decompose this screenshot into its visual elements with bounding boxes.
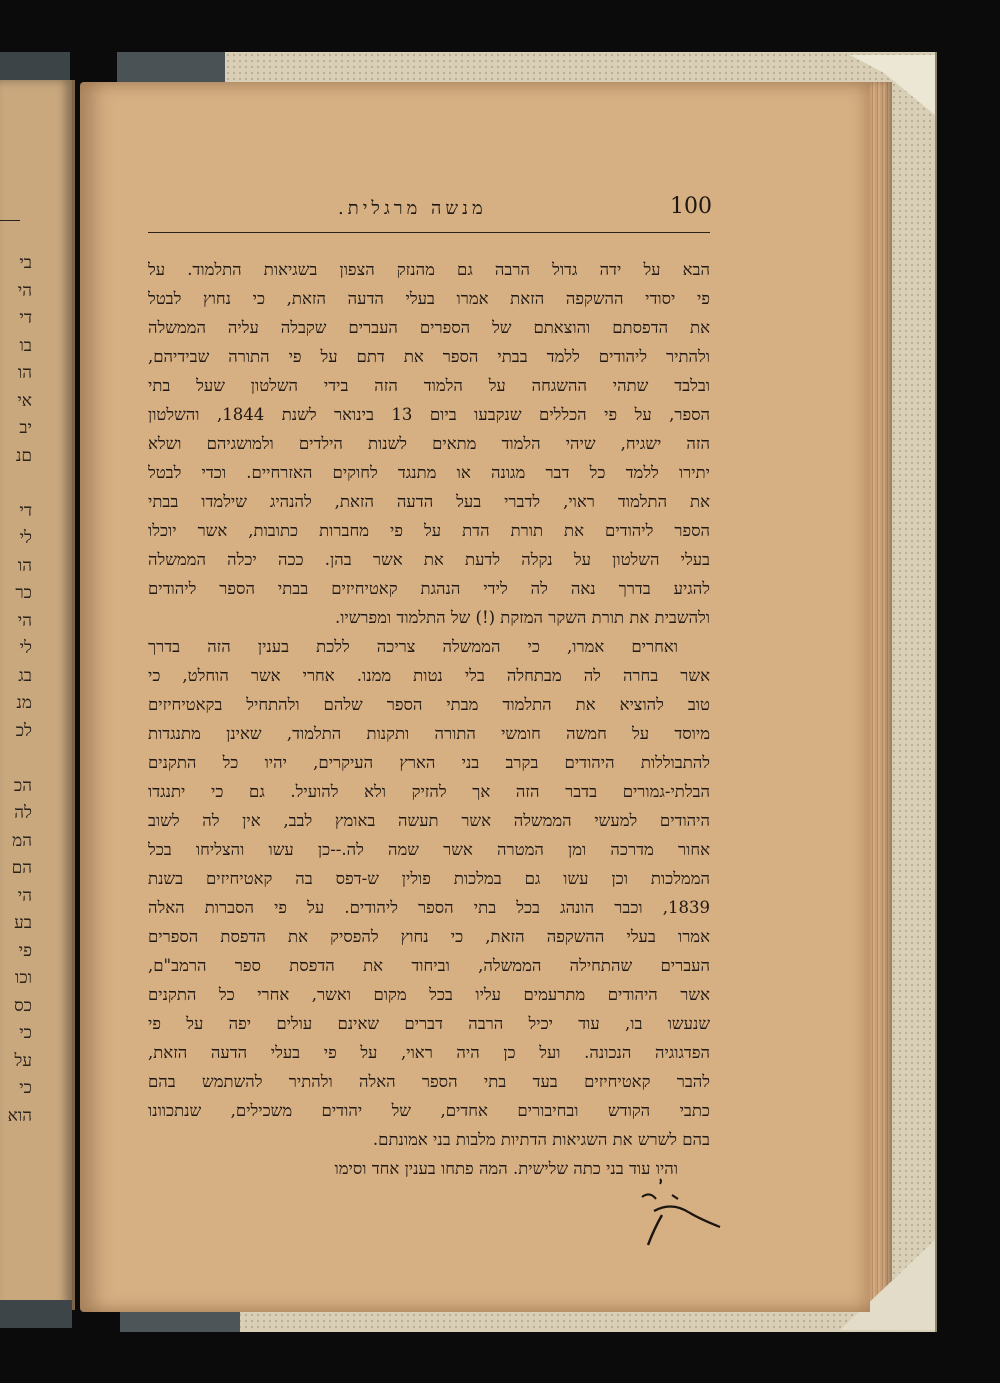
text-line: הספר ליהודים את תורת הדת על פי מחברות כתובות, אשר יוכלו	[148, 521, 710, 540]
body-text	[148, 255, 710, 1183]
facing-page-fragment: הם	[11, 858, 32, 878]
text-line: אשר היהודים מתרעמים עליו בכל מקום ואשר, אחרי כל התקנים	[148, 985, 710, 1004]
text-line: אשר בחרה לה מבתחלה בלי נטות ממנו. אחרי אשר הוחלט, כי	[148, 666, 710, 685]
facing-page-fragment: די	[19, 500, 32, 521]
text-line: הבא על ידה גדול הרבה גם מהנזק הצפון בשגיאות התלמוד. על	[148, 260, 710, 279]
facing-page-fragment: די	[19, 308, 32, 328]
facing-page-fragment: הי	[17, 885, 32, 906]
facing-page-fragment	[2, 470, 32, 498]
facing-page-fragment: הו	[17, 555, 32, 576]
text-line: להגיע בדרך נאה לה לידי הנהגת קאטיחיזים בבתי הספר ליהודים	[148, 579, 710, 598]
text-line: הספר, על פי הכללים שנקבעו ביום 13 בינואר לשנת 1844, והשלטון	[148, 405, 710, 424]
text-line: להתבוללות היהודים בקרב בני הארץ העיקרים, יהיו כל התקנים	[148, 753, 710, 772]
text-line: אחור מדרכה ומן המטרה אשר שמה לה.--כן עשו והצליחו בכל	[148, 840, 710, 859]
spine-strip-left	[0, 52, 70, 82]
text-line: והיו עוד בני כתה שלישית. המה פתחו בענין אחד וסימו	[334, 1159, 678, 1178]
facing-page-fragment: לי	[19, 528, 32, 548]
text-line: כתבי הקודש ובחיבורים אחדים, של יהודים משכילים, שנתכוונו	[148, 1101, 710, 1120]
text-line: אמרו בעלי ההשקפה הזאת, כי נחוץ להפסיק את הדפסת הספרים	[148, 927, 710, 946]
facing-page-fragment: מנ	[16, 693, 32, 713]
running-title: מנשה מרגלית.	[338, 198, 487, 219]
text-line: בהם לשרש את השגיאות הדתיות מלבות בני אמונתם.	[372, 1130, 710, 1149]
text-line: ובלבד שתהי ההשגחה על הלמוד הזה בידי השלטון שעל בתי	[148, 376, 710, 395]
facing-page-fragment: וכו	[14, 968, 32, 988]
text-line: הזה ישגיח, שיהי הלמוד מתאים לשנות הילדים ולמושגיהם ושלא	[148, 434, 710, 453]
text-line: יתירו ללמד כל דבר מגונה או מתנגד לחוקים האזרחיים. וכדי לבטל	[148, 463, 710, 482]
facing-page-fragment: בי	[19, 253, 32, 273]
text-line: הבלתי-גמורים בדבר הזה אך להזיק ולא להועיל. גם כי יתנגדו	[148, 782, 710, 801]
facing-page-fragment: בג	[18, 665, 32, 686]
facing-page-fragment: הוא	[7, 1105, 32, 1126]
facing-page-fragment: לי	[19, 638, 32, 658]
facing-page-fragment: הי	[17, 610, 32, 631]
text-line: ולהתיר ליהודים ללמד בבתי הספר את דתם על פי התורה שבידיהם,	[148, 347, 710, 366]
facing-page-fragment: םנ	[15, 445, 32, 466]
facing-page-fragment: הכ	[13, 775, 32, 796]
text-line: את התלמוד ראוי, לדברי בעל הדעה הזאת, להנהיג שילמדו בבתי	[148, 492, 710, 511]
facing-page-fragment: כס	[14, 995, 32, 1016]
page-number: 100	[670, 194, 712, 219]
text-line: ולהשבית את תורת השקר המזקת (!) של התלמוד ומפרשיו.	[334, 608, 710, 627]
handwritten-mark	[632, 1175, 727, 1250]
facing-page-fragment: פי	[18, 940, 32, 961]
facing-page-fragment: כי	[19, 1078, 32, 1098]
text-line: הממלכות וכן עשו גם במלכות פולין ש-דפס בה קאטיחיזים בשנת	[148, 869, 710, 888]
text-line: טוב להוציא את התלמוד מבתי הספר שלהם ולהתחיל בקאטיחיזים	[148, 695, 710, 714]
facing-page-fragment: לה	[14, 803, 32, 823]
facing-page	[0, 80, 75, 1310]
facing-page-fragment: על	[14, 1050, 32, 1071]
text-line: פי יסודי ההשקפה הזאת אמרו בעלי הדעה הזאת, כי נחוץ לבטל	[148, 289, 710, 308]
facing-page-fragment: לכ	[15, 720, 32, 741]
text-line: שנעשו בו, עוד יכיל הרבה דברים שאינם עולים יפה על פי	[148, 1014, 710, 1033]
text-line: העברים שהתחילה הממשלה, וביחוד את הדפסת ספר הרמב"ם,	[148, 956, 710, 975]
text-line: את הדפסתם והוצאתם של הספרים העברים שקבלה עליה הממשלה	[148, 318, 710, 337]
text-line: בעלי השלטון על נקלה לדעת את אשר בהן. ככה יכלה הממשלה	[148, 550, 710, 569]
facing-page-text	[2, 250, 32, 1130]
text-line: היהודים למעשי הממשלה אשר תעשה באומץ לבב, אין לה לשוב	[148, 811, 710, 830]
text-line: מיוסד על חמשה חומשי התורה ותקנות התלמוד, שאינן מתנגדות	[148, 724, 710, 743]
facing-page-fragment	[2, 745, 32, 773]
facing-page-fragment: יב	[19, 418, 32, 438]
facing-page-fragment: בע	[14, 913, 32, 933]
page-header	[148, 192, 710, 233]
text-line: הפדגוגיה הנכונה. ועל כן היה ראוי, על פי בעלי הדעה הזאת,	[148, 1043, 710, 1062]
facing-page-fragment: כר	[15, 583, 32, 603]
facing-page-fragment: בו	[19, 335, 32, 356]
facing-page-fragment: הי	[17, 280, 32, 301]
text-line: ואחרים אמרו, כי הממשלה צריכה ללכת בענין הזה בדרך	[148, 637, 678, 656]
spine-strip-top	[117, 52, 227, 86]
text-line: 1839, וכבר הונהג בכל בתי הספר ליהודים. על פי הסברות האלה	[148, 898, 710, 917]
spine-strip-left-bottom	[0, 1300, 72, 1328]
facing-page-fragment: כי	[19, 1023, 32, 1043]
facing-page-rule	[0, 220, 20, 221]
text-line: להבר קאטיחיזים בעד בתי הספר האלה ולהתיר להשתמש בהם	[148, 1072, 710, 1091]
facing-page-fragment: המ	[12, 830, 32, 851]
facing-page-fragment: אי	[17, 390, 32, 411]
facing-page-fragment: הו	[17, 363, 32, 383]
